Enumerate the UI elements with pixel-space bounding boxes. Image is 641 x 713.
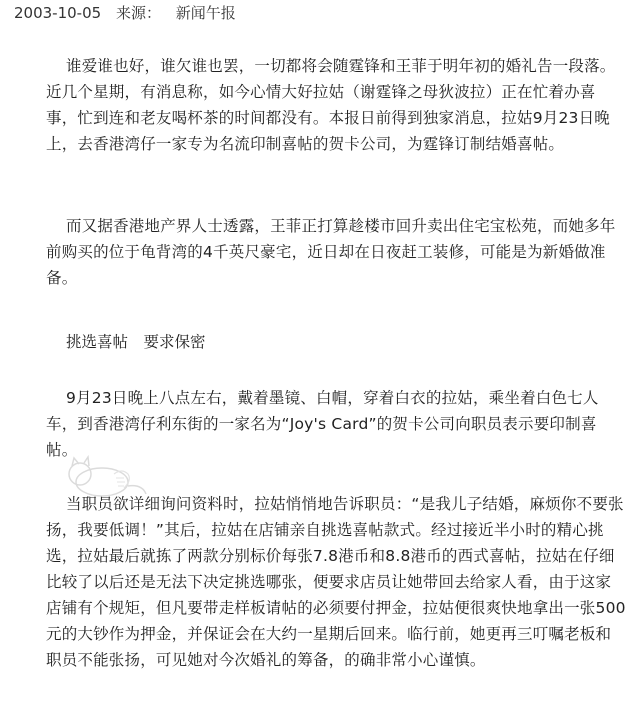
source-label: 来源： — [115, 4, 161, 22]
article-date: 2003-10-05 — [14, 4, 102, 22]
source-name: 新闻午报 — [175, 4, 236, 22]
section-subheading: 挑选喜帖 要求保密 — [66, 333, 206, 351]
paragraph-1: 谁爱谁也好，谁欠谁也罢，一切都将会随霆锋和王菲于明年初的婚礼告一段落。近几个星期，有消息称，如今心情大好拉姑（谢霆锋之母狄波拉）正在忙着办喜事，忙到连和老友喝杯茶的时间都没有。本报日前得到独家消息，拉姑9月23日晚上，去香港湾仔一家专为名流印制喜帖的贺卡公司，为霆锋订制结婚喜帖。 — [46, 57, 616, 153]
paragraph-2: 而又据香港地产界人士透露，王菲正打算趁楼市回升卖出住宅宝松苑，而她多年前购买的位于龟背湾的4千英尺豪宅，近日却在日夜赶工装修，可能是为新婚做准备。 — [46, 217, 616, 287]
paragraph-3: 9月23日晚上八点左右，戴着墨镜、白帽，穿着白衣的拉姑，乘坐着白色七人车，到香港湾仔利东街的一家名为“Joy's Card”的贺卡公司向职员表示要印制喜帖。 — [46, 389, 599, 459]
paragraph-4: 当职员欲详细询问资料时，拉姑悄悄地告诉职员：“是我儿子结婚，麻烦你不要张扬，我要低调！”其后，拉姑在店铺亲自挑选喜帖款式。经过接近半小时的精心挑选，拉姑最后就拣了两款分别标价每张7.8港币和8.8港币的西式喜帖，拉姑在仔细比较了以后还是无法下决定挑选哪张，便要求店员让她带回去给家人看，由于这家店铺有个规矩，但凡要带走样板请帖的必须要付押金，拉姑便很爽快地拿出一张500元的大钞作为押金，并保证会在大约一星期后回来。临行前，她更再三叮嘱老板和职员不能张扬，可见她对今次婚礼的筹备，的确非常小心谨慎。 — [46, 495, 626, 669]
article-meta — [14, 3, 246, 23]
